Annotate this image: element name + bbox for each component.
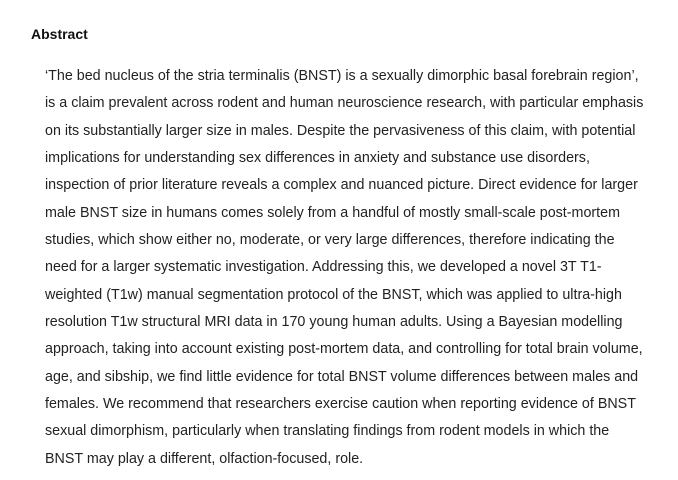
abstract-heading: Abstract [31,26,88,42]
abstract-body [45,63,643,473]
abstract-line: age, and sibship, we find little evidence for total BNST volume differences between males and [45,368,639,385]
abstract-line: studies, which show either no, moderate, or very large differences, therefore indicating the [45,232,615,249]
abstract-line: ‘The bed nucleus of the stria terminalis (BNST) is a sexually dimorphic basal forebrain region’, [45,68,639,84]
abstract-line: male BNST size in humans comes solely from a handful of mostly small-scale post-mortem [45,204,620,221]
abstract-line: weighted (T1w) manual segmentation protocol of the BNST, which was applied to ultra-high [45,286,622,303]
abstract-line: resolution T1w structural MRI data in 170 young human adults. Using a Bayesian modelling [45,314,623,331]
abstract-line: on its substantially larger size in males. Despite the pervasiveness of this claim, with potential [45,122,636,139]
abstract-line: implications for understanding sex differences in anxiety and substance use disorders, [45,150,590,167]
abstract-line: inspection of prior literature reveals a complex and nuanced picture. Direct evidence for larger [45,177,638,194]
abstract-line: sexual dimorphism, particularly when translating findings from rodent models in which the [45,423,610,440]
abstract-line: BNST may play a different, olfaction-focused, role. [45,450,364,467]
abstract-line: approach, taking into account existing post-mortem data, and controlling for total brain volume, [45,341,643,358]
abstract-line: is a claim prevalent across rodent and human neuroscience research, with particular emphasis [45,95,644,112]
abstract-line: females. We recommend that researchers exercise caution when reporting evidence of BNST [45,396,636,413]
abstract-line: need for a larger systematic investigation. Addressing this, we developed a novel 3T T1- [45,259,602,276]
